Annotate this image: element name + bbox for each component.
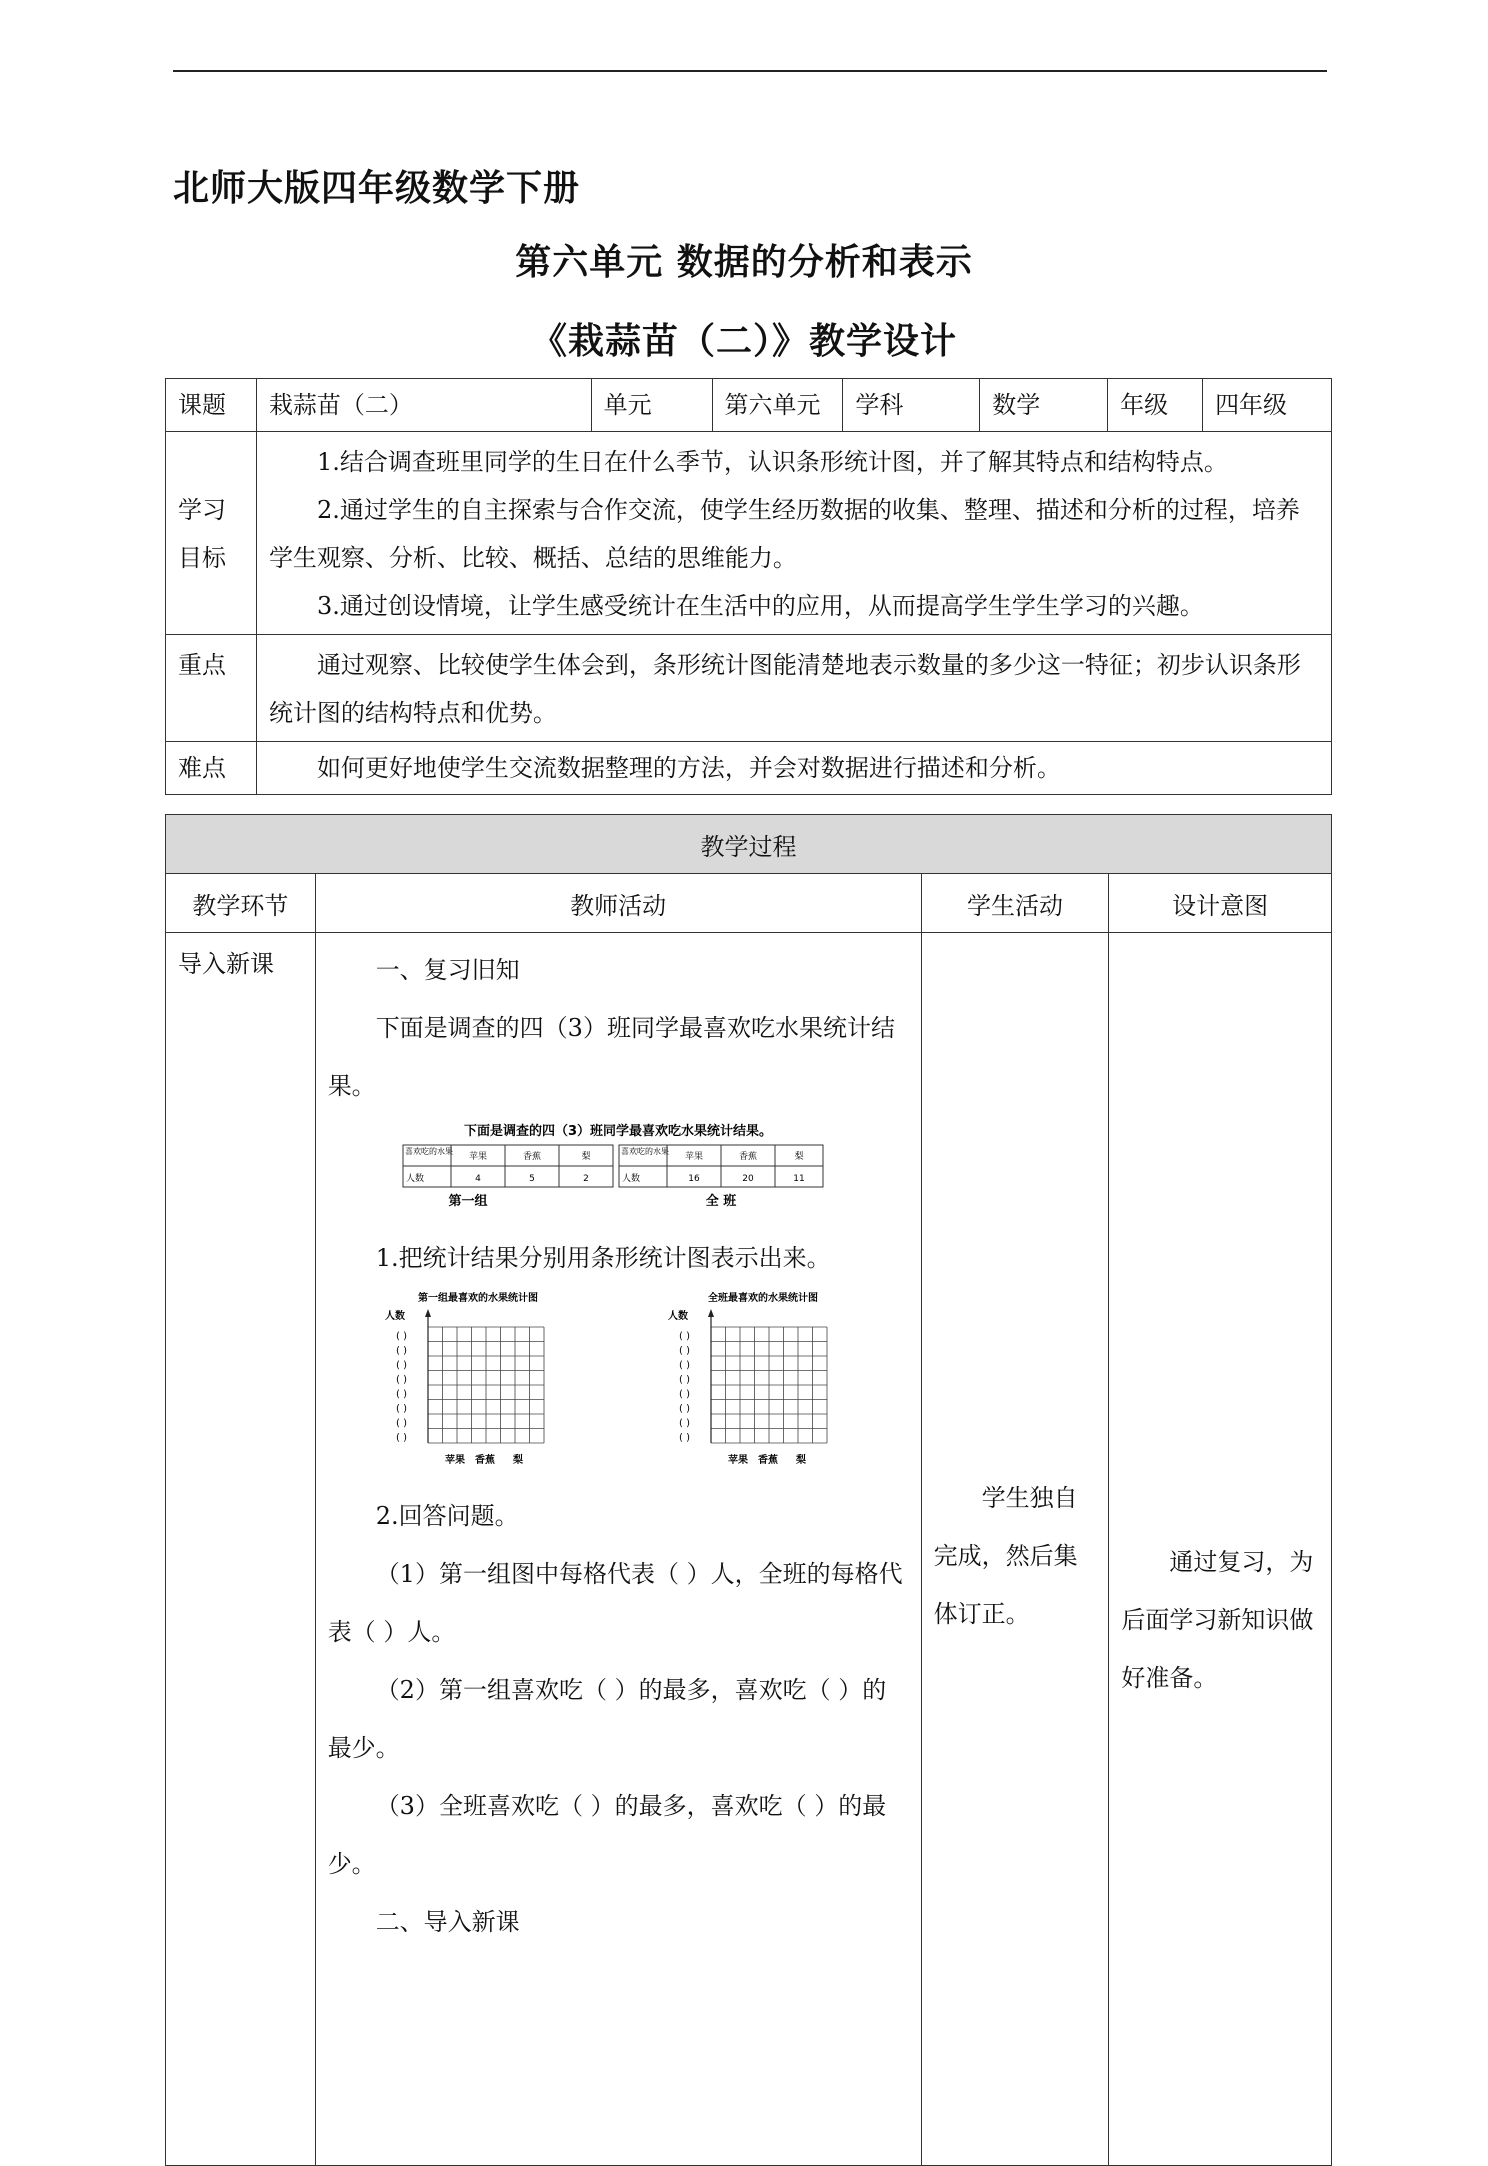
class-rowhead-fruit: 喜欢吃的水果 [620,1147,669,1156]
chart1-tick-blank: ( ) [395,1360,407,1371]
chart1-ylabel: 人数 [384,1311,405,1322]
chart2-tick-blank: ( ) [678,1345,690,1357]
header-intent: 设计意图 [1109,874,1332,933]
group-rowhead-fruit: 喜欢吃的水果 [404,1147,453,1156]
class-count-2: 20 [741,1174,754,1184]
design-intent-text: 通过复习，为后面学习新知识做好准备。 [1121,1548,1314,1692]
key-text-body: 通过观察、比较使学生体会到，条形统计图能清楚地表示数量的多少这一特征；初步认识条形统计图的结构特点和优势。 [268,651,1301,727]
process-header-row [166,874,1332,933]
chart2-x-2: 香蕉 [757,1455,778,1466]
lesson-title: 《栽蒜苗（二）》教学设计 [530,321,957,362]
objectives-label-line1: 学习 [178,496,226,524]
chart1-tick-blank: ( ) [395,1389,407,1400]
chart1-tick-blank: ( ) [395,1403,407,1415]
process-band-row [166,815,1332,874]
chart1-tick-blank: ( ) [395,1374,407,1386]
class-rowhead-count: 人数 [621,1174,640,1184]
group-fruit-1: 苹果 [468,1152,487,1162]
header-stage: 教学环节 [166,874,316,933]
class-fruit-3: 梨 [794,1152,804,1162]
chart2-x-1: 苹果 [727,1455,748,1466]
chart2-tick-blank: ( ) [678,1360,690,1371]
class-count-3: 11 [792,1174,805,1184]
lesson-info-table [165,378,1332,795]
difficulty-text-body: 如何更好地使学生交流数据整理的方法，并会对数据进行描述和分析。 [316,754,1061,782]
publisher-title: 北师大版四年级数学下册 [173,168,581,209]
chart2-tick-blank: ( ) [678,1418,690,1429]
student-activity-text: 学生独自完成，然后集体订正。 [933,1484,1078,1628]
chart1-title: 第一组最喜欢的水果统计图 [417,1293,538,1304]
key-label: 重点 [166,635,257,742]
unit-label: 单元 [591,379,712,432]
chart2-title: 全班最喜欢的水果统计图 [707,1293,818,1304]
class-fruit-2: 香蕉 [738,1152,757,1162]
chart1-arrow-icon [425,1309,431,1317]
group-rowhead-count: 人数 [405,1174,424,1184]
teacher-q2-1: （1）第一组图中每格代表（ ）人，全班的每格代表（ ）人。 [327,1560,903,1646]
grade-value: 四年级 [1203,379,1332,432]
info-row-difficulty [166,742,1332,795]
chart1-tick-blank: ( ) [395,1331,407,1342]
teacher-q1: 1.把统计结果分别用条形统计图表示出来。 [375,1244,831,1272]
chart2-tick-blank: ( ) [678,1331,690,1342]
process-row-intro [166,933,1332,2166]
group-count-3: 2 [582,1174,589,1184]
fruit-survey-tables-figure [328,1121,888,1225]
header-student: 学生活动 [921,874,1109,933]
teacher-q2: 2.回答问题。 [375,1502,519,1530]
chart1-x-3: 梨 [512,1455,523,1466]
difficulty-text [256,742,1331,795]
info-row-basic [166,379,1332,432]
chart1-tick-blank: ( ) [395,1345,407,1357]
stage-cell: 导入新课 [166,933,316,2166]
group-fruit-3: 梨 [581,1152,591,1162]
unit-title: 第六单元 数据的分析和表示 [515,242,973,283]
teaching-process-table [165,814,1332,2166]
group-table [403,1145,613,1209]
info-row-key [166,635,1332,742]
teacher-activity [315,933,921,2166]
student-activity [921,933,1109,2166]
subject-value: 数学 [980,379,1108,432]
difficulty-label: 难点 [166,742,257,795]
chart2-arrow-icon [708,1309,714,1317]
chart1-x-2: 香蕉 [474,1455,495,1466]
chart2-tick-blank: ( ) [678,1432,690,1444]
chart2-tick-blank: ( ) [678,1403,690,1415]
process-band: 教学过程 [166,815,1332,874]
teacher-p-end: 二、导入新课 [375,1908,520,1936]
class-table [619,1145,823,1209]
lesson-label: 课题 [166,379,257,432]
objective-1: 1.结合调查班里同学的生日在什么季节，认识条形统计图，并了解其特点和结构特点。 [316,448,1228,476]
key-text [256,635,1331,742]
objective-3: 3.通过创设情境，让学生感受统计在生活中的应用，从而提高学生学生学习的兴趣。 [316,592,1204,620]
grade-label: 年级 [1108,379,1203,432]
chart2-ylabel: 人数 [667,1311,688,1322]
chart2-tick-blank: ( ) [678,1374,690,1386]
lesson-value: 栽蒜苗（二） [256,379,591,432]
objective-2: 2.通过学生的自主探索与合作交流，使学生经历数据的收集、整理、描述和分析的过程，培养学生观察、分析、比较、概括、总结的思维能力。 [268,496,1300,572]
teacher-p1: 一、复习旧知 [375,956,520,984]
objectives-label-line2: 目标 [178,544,226,572]
objectives-text [256,432,1331,635]
chart1-tick-blank: ( ) [395,1418,407,1429]
figure-caption: 下面是调查的四（3）班同学最喜欢吃水果统计结果。 [463,1124,772,1139]
group-count-2: 5 [528,1174,535,1184]
subject-label: 学科 [843,379,980,432]
chart1-x-1: 苹果 [444,1455,465,1466]
class-fruit-1: 苹果 [684,1152,703,1162]
teacher-q2-2: （2）第一组喜欢吃（ ）的最多，喜欢吃（ ）的最少。 [327,1676,887,1762]
unit-value: 第六单元 [712,379,843,432]
class-label: 全 班 [705,1194,736,1209]
chart1-grid [396,1309,544,1444]
header-rule [173,70,1327,72]
header-teacher: 教师活动 [315,874,921,933]
design-intent [1109,933,1332,2166]
chart2-x-3: 梨 [795,1455,806,1466]
objectives-label [166,432,257,635]
class-count-1: 16 [687,1174,700,1184]
info-row-objectives [166,432,1332,635]
chart1-tick-blank: ( ) [395,1432,407,1444]
teacher-p2: 下面是调查的四（3）班同学最喜欢吃水果统计结果。 [327,1014,895,1100]
group-label: 第一组 [448,1194,488,1209]
teacher-q2-3: （3）全班喜欢吃（ ）的最多，喜欢吃（ ）的最少。 [327,1792,887,1878]
blank-bar-chart-grids [328,1291,888,1481]
chart2-grid [679,1309,827,1444]
group-count-1: 4 [474,1174,481,1184]
chart2-tick-blank: ( ) [678,1389,690,1400]
group-fruit-2: 香蕉 [522,1152,541,1162]
